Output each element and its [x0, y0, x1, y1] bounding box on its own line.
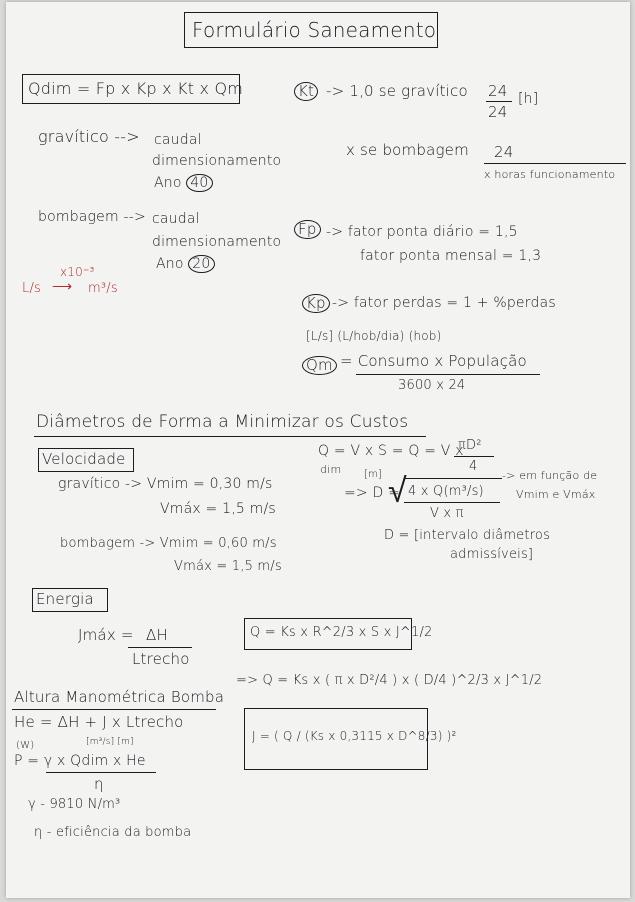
- conversion-from: L/s: [22, 281, 41, 296]
- bomba-w: (W): [16, 740, 35, 751]
- fp-line1: -> fator ponta diário = 1,5: [326, 224, 518, 240]
- kt-pump-frac-bar: [484, 163, 626, 164]
- kt-gravity-frac-num: 24: [488, 82, 508, 100]
- jmax-num: ΔH: [146, 626, 168, 644]
- kt-gravity-frac-bar: [486, 101, 512, 102]
- jmax-frac-bar: [128, 647, 192, 648]
- kt-pump-frac-num: 24: [494, 143, 514, 161]
- velocidade-bomb-max: Vmáx = 1,5 m/s: [174, 559, 282, 574]
- diameters-underline: [34, 436, 426, 437]
- gravitico-l3: Ano 40: [154, 174, 213, 192]
- jmax-den: Ltrecho: [132, 650, 190, 668]
- q-formula-note2: Vmim e Vmáx: [516, 488, 596, 501]
- main-formula: Qdim = Fp x Kp x Kt x Qm: [28, 79, 244, 98]
- q-formula-frac-num: πD²: [458, 438, 482, 453]
- fp-symbol: Fp: [294, 220, 321, 239]
- kp-text: -> fator perdas = 1 + %perdas: [332, 295, 556, 311]
- kt-pump: x se bombagem: [346, 141, 469, 159]
- bomba-p-den: η: [94, 775, 104, 793]
- conversion-factor: x10⁻³: [60, 265, 95, 279]
- velocidade-bomb: bombagem -> Vmim = 0,60 m/s: [60, 536, 277, 551]
- kt-pump-frac-den: x horas funcionamento: [484, 168, 616, 181]
- q-formula-interval2: admissíveis]: [450, 547, 534, 562]
- kp-symbol: Kp: [302, 294, 330, 313]
- kt-gravity: -> 1,0 se gravítico: [326, 82, 468, 100]
- sqrt-sign: √: [388, 471, 407, 511]
- kt-gravity-unit: [h]: [518, 91, 539, 107]
- bombagem-l3: Ano 20: [156, 255, 215, 273]
- bomba-he: He = ΔH + J x Ltrecho: [14, 713, 184, 731]
- jmax-label: Jmáx =: [78, 626, 134, 644]
- kt-symbol: Kt: [294, 82, 318, 101]
- bomba-p-num: P = γ x Qdim x He: [14, 753, 146, 769]
- qm-units: [L/s] (L/hob/dia) (hob): [306, 329, 442, 343]
- q-formula-sqrt-num: 4 x Q(m³/s): [408, 484, 484, 499]
- bombagem-label: bombagem -->: [38, 209, 146, 225]
- qm-frac-bar: [356, 374, 540, 375]
- kt-gravity-frac-den: 24: [488, 103, 508, 121]
- sqrt-frac-bar: [404, 502, 500, 503]
- q-formula-interval1: D = [intervalo diâmetros: [384, 528, 551, 543]
- page-title: Formulário Saneamento: [192, 18, 437, 42]
- j-formula: J = ( Q / (Ks x 0,3115 x D^8/3) )²: [252, 729, 457, 743]
- q-formula-dim: dim: [320, 463, 342, 476]
- bomba-underline: [12, 709, 216, 710]
- bomba-units: [m³/s] [m]: [86, 737, 134, 747]
- q-formula-d-eq: => D =: [344, 485, 401, 501]
- energia-label: Energia: [36, 590, 94, 608]
- gravitico-label: gravítico -->: [38, 127, 140, 146]
- velocidade-label: Velocidade: [42, 450, 126, 468]
- q-formula-line1: Q = V x S = Q = V x: [318, 443, 464, 459]
- q-formula-note1: -> em função de: [502, 469, 598, 482]
- diameters-heading: Diâmetros de Forma a Minimizar os Custos: [36, 412, 409, 432]
- q-formula-sqrt-den: V x π: [430, 506, 464, 521]
- bomba-gamma: γ - 9810 N/m³: [28, 797, 121, 812]
- conversion-arrow: ⟶: [52, 279, 73, 295]
- qm-numerator: = Consumo x População: [340, 352, 527, 370]
- sqrt-top: [404, 478, 502, 479]
- paper-sheet: [6, 2, 630, 898]
- bomba-eta: η - eficiência da bomba: [34, 825, 192, 840]
- bomba-heading: Altura Manométrica Bomba: [14, 688, 225, 706]
- gravitico-l1: caudal: [154, 132, 202, 148]
- manning-formula-2: => Q = Ks x ( π x D²/4 ) x ( D/4 )^2/3 x J^1/2: [236, 673, 543, 688]
- qm-denominator: 3600 x 24: [398, 378, 466, 393]
- fp-line2: fator ponta mensal = 1,3: [360, 248, 542, 264]
- bombagem-l1: caudal: [152, 211, 200, 227]
- q-formula-frac-den: 4: [469, 459, 478, 474]
- q-formula-unit: [m]: [364, 469, 383, 480]
- bomba-frac-bar: [46, 772, 156, 773]
- velocidade-grav-max: Vmáx = 1,5 m/s: [160, 501, 276, 517]
- gravitico-l2: dimensionamento: [152, 153, 282, 169]
- velocidade-grav: gravítico -> Vmim = 0,30 m/s: [58, 476, 273, 492]
- manning-formula: Q = Ks x R^2/3 x S x J^1/2: [250, 625, 433, 640]
- qm-symbol: Qm: [302, 356, 337, 375]
- bombagem-l2: dimensionamento: [152, 234, 282, 250]
- q-formula-frac-bar: [454, 456, 494, 457]
- conversion-to: m³/s: [88, 281, 118, 296]
